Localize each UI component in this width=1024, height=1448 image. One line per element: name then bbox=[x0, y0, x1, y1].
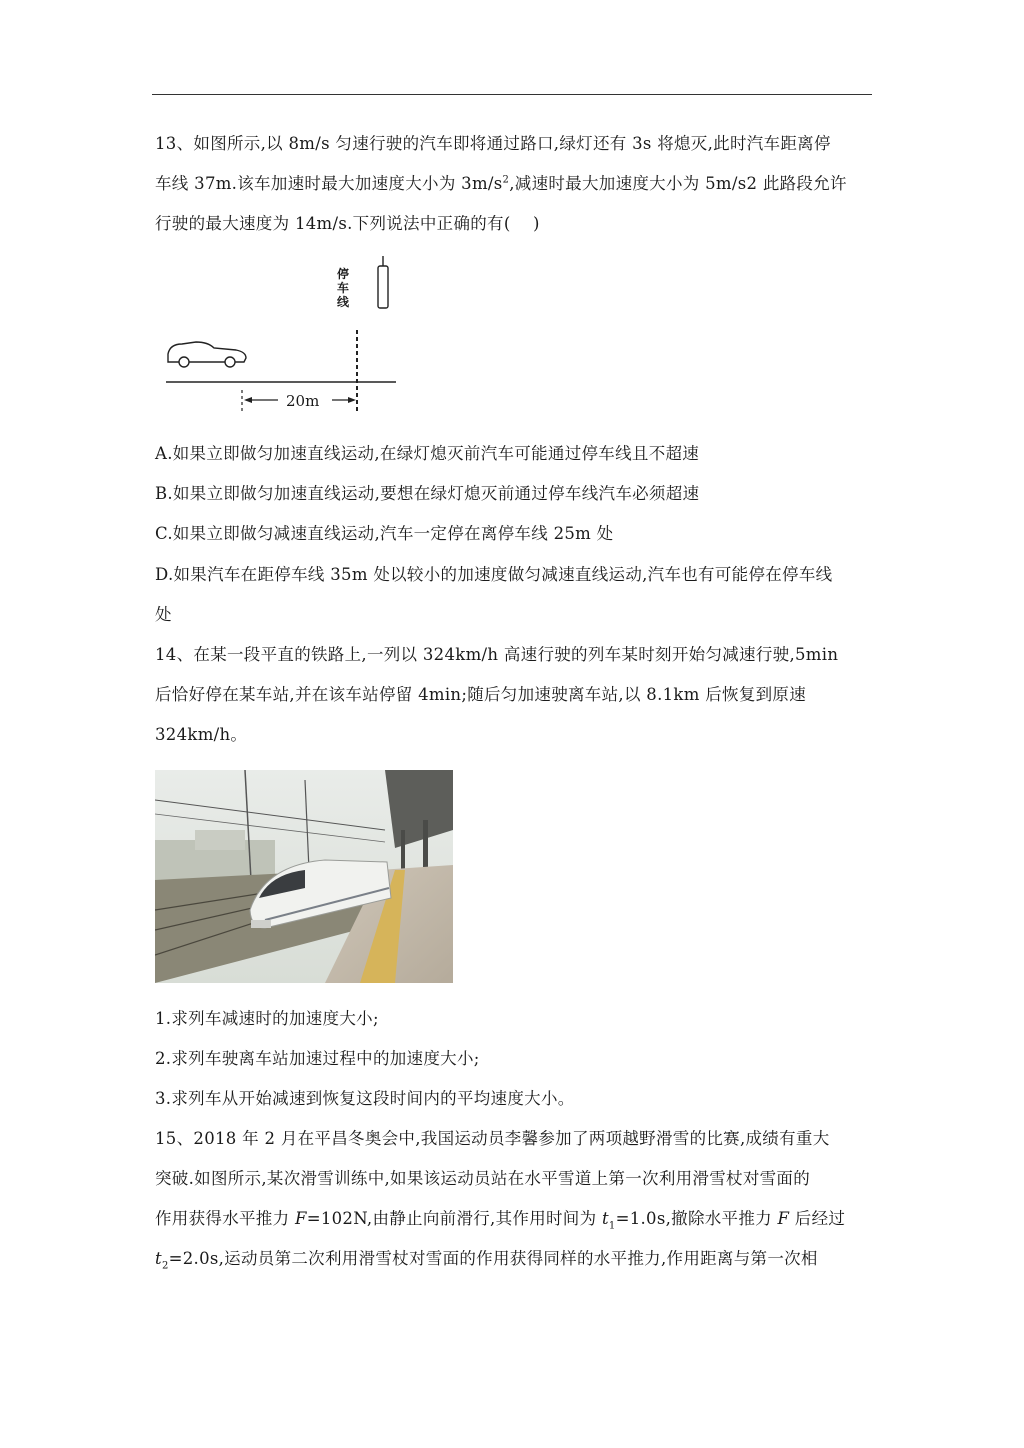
q15-line-2: 突破.如图所示,某次滑雪训练中,如果该运动员站在水平雪道上第一次利用滑雪杖对雪面的 bbox=[155, 1169, 811, 1188]
traffic-light-icon bbox=[378, 266, 388, 308]
q15-line-1: 15、2018 年 2 月在平昌冬奥会中,我国运动员李馨参加了两项越野滑雪的比赛,成绩有重大 bbox=[155, 1129, 830, 1148]
q14-line-2: 后恰好停在某车站,并在该车站停留 4min;随后匀加速驶离车站,以 8.1km 后恢复到原速 bbox=[155, 685, 807, 704]
stop-line-label: 停车线 bbox=[336, 267, 349, 309]
q15-line-4: $t_2=2.0s$,运动员第二次利用滑雪杖对雪面的作用获得同样的水平推力,作用距离与第一次相 bbox=[155, 1249, 818, 1272]
distance-label: 20m bbox=[286, 392, 320, 410]
q14-subquestion-1: 1.求列车减速时的加速度大小; bbox=[155, 1009, 379, 1028]
q14-line-1: 14、在某一段平直的铁路上,一列以 324km/h 高速行驶的列车某时刻开始匀减速行驶,5min bbox=[155, 645, 839, 664]
q13-option-c: C.如果立即做匀减速直线运动,汽车一定停在离停车线 25m 处 bbox=[155, 524, 614, 543]
q13-line-2: 车线 37m.该车加速时最大加速度大小为 $3m/s^2$,减速时最大加速度大小为 5m/s2 此路段允许 bbox=[155, 174, 847, 193]
q13-line-1: 13、如图所示,以 8m/s 匀速行驶的汽车即将通过路口,绿灯还有 3s 将熄灭,此时汽车距离停 bbox=[155, 134, 831, 153]
train-photo bbox=[155, 770, 453, 983]
q13-figure bbox=[160, 252, 405, 422]
q14-subquestion-2: 2.求列车驶离车站加速过程中的加速度大小; bbox=[155, 1049, 480, 1068]
q14-line-3: 324km/h。 bbox=[155, 725, 248, 744]
q15-line-3: 作用获得水平推力 F=102N,由静止向前滑行,其作用时间为 $t_1=1.0s$,撤除水平推力 F 后经过 bbox=[155, 1209, 846, 1232]
car-icon bbox=[168, 342, 246, 367]
q13-option-d-line-2: 处 bbox=[155, 605, 172, 624]
q13-line-3: 行驶的最大速度为 14m/s.下列说法中正确的有( ) bbox=[155, 214, 540, 233]
header-rule bbox=[152, 94, 872, 95]
q13-option-b: B.如果立即做匀加速直线运动,要想在绿灯熄灭前通过停车线汽车必须超速 bbox=[155, 484, 700, 503]
q13-option-d-line-1: D.如果汽车在距停车线 35m 处以较小的加速度做匀减速直线运动,汽车也有可能停在停车线 bbox=[155, 565, 833, 584]
q14-subquestion-3: 3.求列车从开始减速到恢复这段时间内的平均速度大小。 bbox=[155, 1089, 575, 1108]
q13-option-a: A.如果立即做匀加速直线运动,在绿灯熄灭前汽车可能通过停车线且不超速 bbox=[155, 444, 700, 463]
